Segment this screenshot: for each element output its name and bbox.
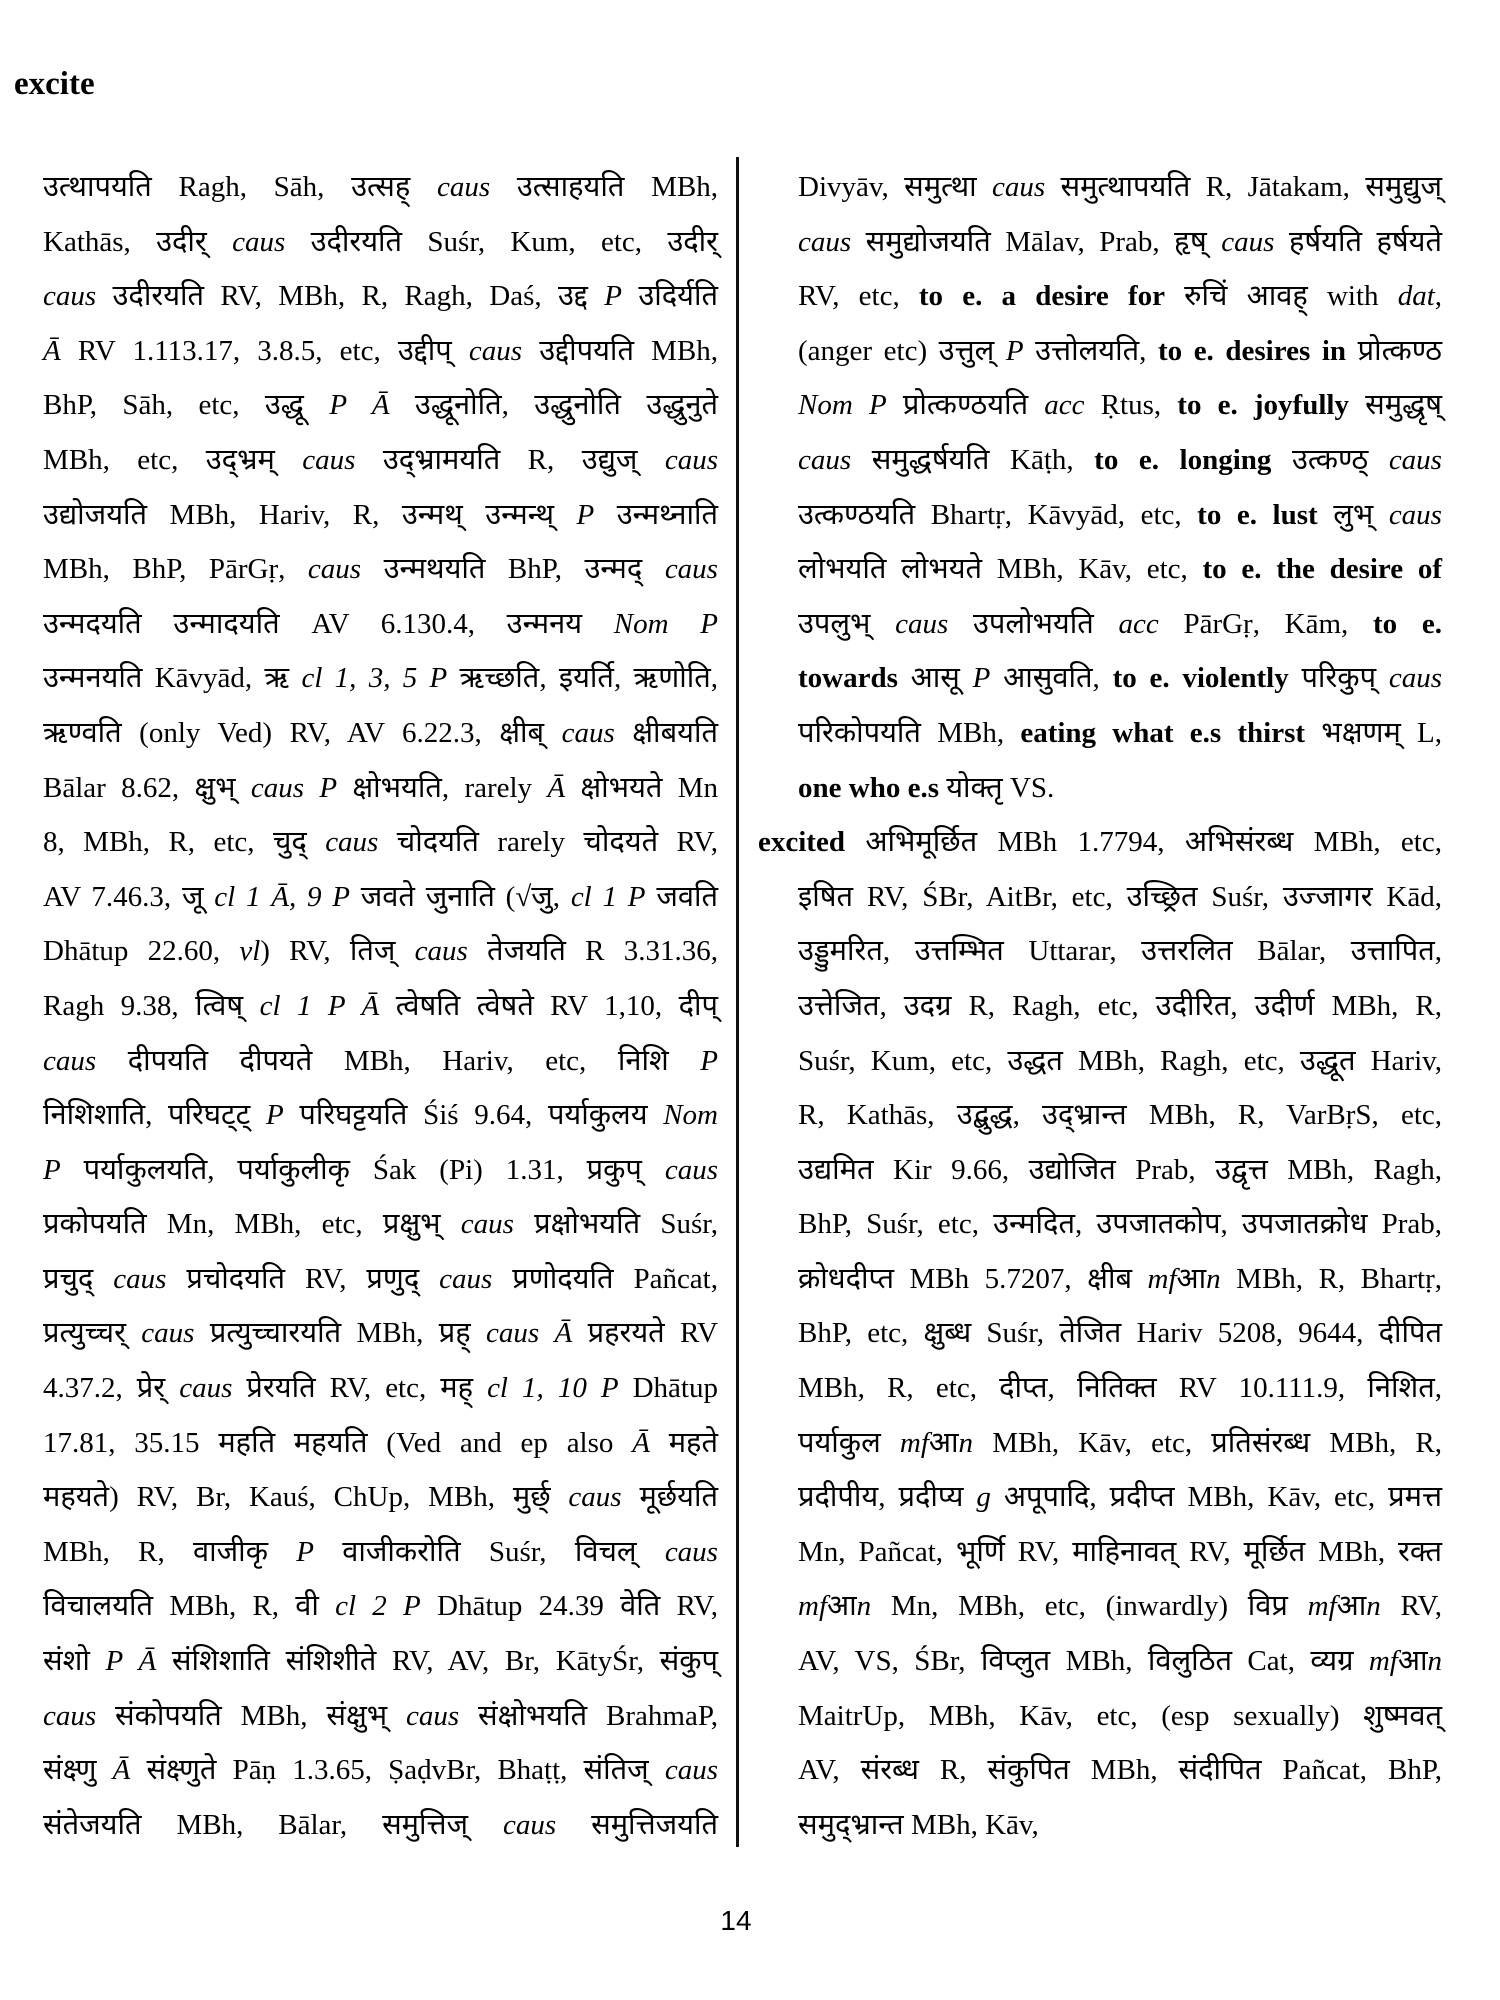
right-column bbox=[758, 160, 1442, 1852]
text-line: Nom P प्रोत्कण्ठयति acc Ṛtus, to e. joyfully समुद्धृष् bbox=[798, 389, 1443, 422]
text-line: caus दीपयति दीपयते MBh, Hariv, etc, निशि P bbox=[43, 1044, 718, 1077]
text-line: AV, VS, ŚBr, विप्लुत MBh, विलुठित Cat, व्यग्र mfआn bbox=[798, 1645, 1442, 1678]
text-line: AV, संरब्ध R, संकुपित MBh, संदीपित Pañcat, BhP, bbox=[798, 1754, 1442, 1787]
text-line: लोभयति लोभयते MBh, Kāv, etc, to e. the desire of bbox=[798, 553, 1442, 586]
text-line: R, Kathās, उद्बुद्ध, उद्भ्रान्त MBh, R, VarBṛS, etc, bbox=[798, 1099, 1442, 1132]
text-line: महयते) RV, Br, Kauś, ChUp, MBh, मुर्छ् caus मूर्छयति bbox=[43, 1481, 718, 1514]
text-line: Suśr, Kum, etc, उद्धत MBh, Ragh, etc, उद्धूत Hariv, bbox=[798, 1044, 1442, 1077]
text-line: प्रकोपयति Mn, MBh, etc, प्रक्षुभ् caus प्रक्षोभयति Suśr, bbox=[43, 1208, 719, 1241]
text-line: क्रोधदीप्त MBh 5.7207, क्षीब mfआn MBh, R, Bhartṛ, bbox=[798, 1262, 1443, 1295]
text-line: उत्तेजित, उदग्र R, Ragh, etc, उदीरित, उदीर्ण MBh, R, bbox=[798, 989, 1442, 1022]
text-line: Ragh 9.38, त्विष् cl 1 P Ā त्वेषति त्वेषते RV 1,10, दीप् bbox=[43, 989, 718, 1022]
text-line: उपलुभ् caus उपलोभयति acc PārGṛ, Kām, to e. bbox=[798, 607, 1442, 640]
text-line: उन्मदयति उन्मादयति AV 6.130.4, उन्मनय Nom P bbox=[43, 607, 718, 640]
text-line: P पर्याकुलयति, पर्याकुलीकृ Śak (Pi) 1.31, प्रकुप् caus bbox=[43, 1153, 718, 1186]
text-line: MBh, BhP, PārGṛ, caus उन्मथयति BhP, उन्मद् caus bbox=[43, 553, 718, 586]
text-line: पर्याकुल mfआn MBh, Kāv, etc, प्रतिसंरब्ध MBh, R, bbox=[798, 1426, 1443, 1459]
text-line: संक्ष्णु Ā संक्ष्णुते Pāṇ 1.3.65, ṢaḍvBr, Bhaṭṭ, संतिज् caus bbox=[43, 1754, 718, 1787]
text-line: 8, MBh, R, etc, चुद् caus चोदयति rarely चोदयते RV, bbox=[43, 826, 718, 859]
text-line: towards आसू P आसुवति, to e. violently परिकुप् caus bbox=[798, 662, 1442, 695]
text-line: Dhātup 22.60, vl) RV, तिज् caus तेजयति R 3.31.36, bbox=[43, 935, 718, 968]
text-line: परिकोपयति MBh, eating what e.s thirst भक्षणम् L, bbox=[798, 716, 1442, 749]
column-divider-line bbox=[736, 157, 739, 1847]
text-line: संशो P Ā संशिशाति संशिशीते RV, AV, Br, KātyŚr, संकुप् bbox=[43, 1645, 718, 1678]
text-line: RV, etc, to e. a desire for रुचिं आवह् with dat, bbox=[798, 280, 1442, 313]
text-line: caus समुद्धर्षयति Kāṭh, to e. longing उत्कण्ठ् caus bbox=[798, 443, 1442, 476]
running-head: excite bbox=[14, 66, 95, 102]
text-line: caus उदीरयति RV, MBh, R, Ragh, Daś, उद्द P उदिर्यति bbox=[43, 280, 718, 313]
text-line: इषित RV, ŚBr, AitBr, etc, उच्छ्रित Suśr, उज्जागर Kād, bbox=[798, 880, 1442, 913]
text-line: 4.37.2, प्रेर् caus प्रेरयति RV, etc, मह् cl 1, 10 P Dhātup bbox=[43, 1372, 718, 1405]
text-line: Kathās, उदीर् caus उदीरयति Suśr, Kum, etc, उदीर् bbox=[43, 225, 718, 258]
text-line: उत्कण्ठयति Bhartṛ, Kāvyād, etc, to e. lust लुभ् caus bbox=[798, 498, 1442, 531]
text-line: Ā RV 1.113.17, 3.8.5, etc, उद्दीप् caus उद्दीपयति MBh, bbox=[43, 334, 718, 367]
text-line: MaitrUp, MBh, Kāv, etc, (esp sexually) शुष्मवत् bbox=[798, 1699, 1442, 1732]
text-line: MBh, R, etc, दीप्त, नितिक्त RV 10.111.9, निशित, bbox=[798, 1372, 1442, 1405]
text-line: उड्डुमरित, उत्तम्भित Uttarar, उत्तरलित Bālar, उत्तापित, bbox=[798, 935, 1442, 968]
text-line: संतेजयति MBh, Bālar, समुत्तिज् caus समुत्तिजयति bbox=[43, 1808, 718, 1841]
text-line: ऋण्वति (only Ved) RV, AV 6.22.3, क्षीब् caus क्षीबयति bbox=[43, 716, 718, 749]
text-line: BhP, Suśr, etc, उन्मदित, उपजातकोप, उपजातक्रोध Prab, bbox=[798, 1208, 1442, 1241]
text-line: 17.81, 35.15 महति महयति (Ved and ep also Ā महते bbox=[43, 1426, 718, 1459]
text-line: प्रदीपीय, प्रदीप्य g अपूपादि, प्रदीप्त MBh, Kāv, etc, प्रमत्त bbox=[798, 1481, 1442, 1514]
text-line: caus समुद्योजयति Mālav, Prab, हृष् caus हर्षयति हर्षयते bbox=[798, 225, 1442, 258]
text-line: विचालयति MBh, R, वी cl 2 P Dhātup 24.39 वेति RV, bbox=[43, 1590, 718, 1623]
text-line: caus संकोपयति MBh, संक्षुभ् caus संक्षोभयति BrahmaP, bbox=[43, 1699, 718, 1732]
text-line: उन्मनयति Kāvyād, ऋ cl 1, 3, 5 P ऋच्छति, इयर्ति, ऋणोति, bbox=[43, 662, 718, 695]
text-line: उत्थापयति Ragh, Sāh, उत्सह् caus उत्साहयति MBh, bbox=[43, 171, 718, 203]
text-line: उद्यमित Kir 9.66, उद्योजित Prab, उद्वृत्त MBh, Ragh, bbox=[798, 1153, 1442, 1186]
text-line: BhP, etc, क्षुब्ध Suśr, तेजित Hariv 5208, 9644, दीपित bbox=[798, 1317, 1442, 1350]
left-column bbox=[43, 160, 718, 1852]
text-line: प्रत्युच्चर् caus प्रत्युच्चारयति MBh, प्रह् caus Ā प्रहरयते RV bbox=[43, 1317, 719, 1350]
text-line: Bālar 8.62, क्षुभ् caus P क्षोभयति, rarely Ā क्षोभयते Mn bbox=[43, 771, 718, 804]
text-line: MBh, R, वाजीकृ P वाजीकरोति Suśr, विचल् caus bbox=[43, 1535, 718, 1568]
text-line: one who e.s योक्तृ VS. bbox=[798, 771, 1055, 804]
text-line: Mn, Pañcat, भूर्णि RV, माहिनावत् RV, मूर्छित MBh, रक्त bbox=[798, 1535, 1442, 1568]
text-line: AV 7.46.3, जू cl 1 Ā, 9 P जवते जुनाति (√जु, cl 1 P जवति bbox=[43, 880, 718, 913]
page-number: 14 bbox=[720, 1905, 752, 1936]
text-line: mfआn Mn, MBh, etc, (inwardly) विप्र mfआn RV, bbox=[798, 1590, 1442, 1623]
text-line: BhP, Sāh, etc, उद्धू P Ā उद्धूनोति, उद्धुनोति उद्धुनुते bbox=[43, 389, 719, 422]
text-line: (anger etc) उत्तुल् P उत्तोलयति, to e. desires in प्रोत्कण्ठ bbox=[798, 334, 1443, 367]
text-line: निशिशाति, परिघट्ट् P परिघट्टयति Śiś 9.64, पर्याकुलय Nom bbox=[43, 1099, 718, 1132]
text-line: MBh, etc, उद्भ्रम् caus उद्भ्रामयति R, उद्युज् caus bbox=[43, 443, 718, 476]
text-line: उद्योजयति MBh, Hariv, R, उन्मथ् उन्मन्थ् P उन्मथ्नाति bbox=[43, 498, 718, 531]
text-line: Divyāv, समुत्था caus समुत्थापयति R, Jātakam, समुद्युज् bbox=[798, 171, 1442, 203]
text-line: समुद्भ्रान्त MBh, Kāv, bbox=[798, 1808, 1039, 1841]
text-line: excited अभिमूर्छित MBh 1.7794, अभिसंरब्ध MBh, etc, bbox=[758, 826, 1442, 859]
text-line: प्रचुद् caus प्रचोदयति RV, प्रणुद् caus प्रणोदयति Pañcat, bbox=[43, 1262, 718, 1295]
